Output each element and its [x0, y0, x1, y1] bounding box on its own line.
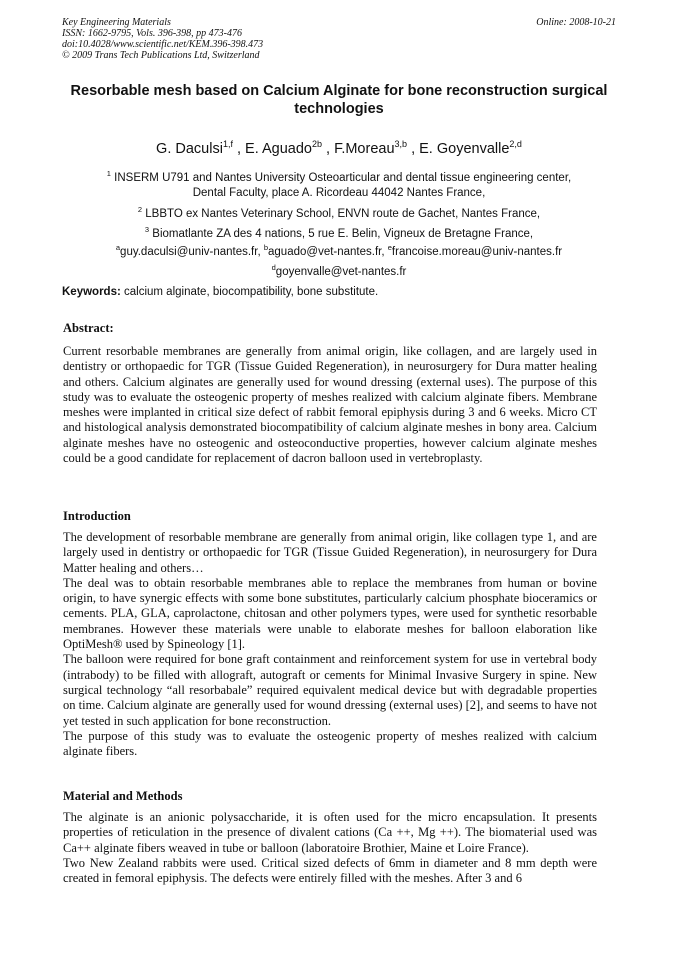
- journal-issn: ISSN: 1662-9795, Vols. 396-398, pp 473-476: [62, 28, 242, 39]
- journal-header: [62, 17, 616, 61]
- introduction-paragraph: The development of resorbable membrane are generally from animal origin, like collagen type 1, and are largely used in dentistry or orthopaedic for TGR (Tissue Guided Regeneration), in neurosurgery for Dura Matter healing and others…: [63, 530, 597, 575]
- author-affiliation-mark: 3,b: [394, 139, 408, 149]
- introduction-heading: Introduction: [63, 509, 131, 523]
- keywords: [62, 285, 616, 300]
- affiliation-line: Dental Faculty, place A. Ricordeau 44042 Nantes France,: [192, 187, 486, 200]
- author-name: E. Goyenvalle: [419, 140, 510, 157]
- author-separator: ,: [321, 140, 335, 157]
- paper-title: Resorbable mesh based on Calcium Alginate for bone reconstruction surgical technologies: [70, 83, 608, 117]
- affiliations: [62, 166, 616, 242]
- author-separator: ,: [232, 140, 246, 157]
- affiliation-line: $^3$ Biomatlante ZA des 4 nations, 5 rue E. Belin, Vigneux de Bretagne France,: [144, 225, 534, 240]
- introduction-paragraph: The deal was to obtain resorbable membranes able to replace the membranes from human or bovine origin, to have synergic effects with some bone substitutes, particularly calcium phosphate bioceramics or cements. PLA, GLA, caprolactone, chitosan and other polymers types, were used for synthetic resorbable membranes. However these materials were unable to elaborate meshes for balloon elaboration like OptiMesh® used by Spineology [1].: [63, 575, 597, 652]
- author-affiliation-mark: 1,f: [222, 139, 233, 149]
- affiliation-line: $^1$ INSERM U791 and Nantes University Osteoarticular and dental tissue engineering center,: [106, 169, 572, 184]
- methods-paragraph: The alginate is an anionic polysaccharide, it is often used for the micro encapsulation. It presents properties of reticulation in the presence of divalent cations (Ca ++, Mg ++). The biomaterial used was Ca++ alginate fibers weaved in tube or balloon (laboratoire Brothier, Maine et Loire France).: [63, 810, 597, 855]
- introduction-body: [63, 530, 597, 759]
- author-list: [62, 134, 616, 159]
- methods-heading: Material and Methods: [63, 789, 183, 803]
- author-emails: [62, 240, 616, 281]
- abstract-paragraph: Current resorbable membranes are generally from animal origin, like collagen, and are largely used in dentistry or orthopaedic for TGR (Tissue Guided Regeneration), in neurosurgery for Dura matter healing and others. Calcium alginates are generally used for wound dressing (external uses). The purpose of this study was to evaluate the osteogenic property of meshes realized with calcium alginate fibers. Membrane meshes were implanted in critical size defect of rabbit femoral epiphysis during 3 and 6 weeks. Micro CT and histological analysis demonstrated biocompatibility of calcium alginate meshes in bony area. Calcium alginate meshes have no osteogenic and osteoconductive properties, however calcium alginate meshes could be a good candidate for replacement of dacron balloon used in vertebroplasty.: [63, 344, 597, 466]
- online-date: Online: 2008-10-21: [536, 17, 616, 28]
- introduction-paragraph: The balloon were required for bone graft containment and reinforcement system for use in vertebral body (intrabody) to be filled with allograft, autograft or cements for Minimal Invasive Surgery in spine. New surgical technology “all resorbabale” required equivalent medical device but with degradable properties on time. Calcium alginate are generally used for wound dressing (external uses) [2], and seems to have not yet tested in such application for bone reconstruction.: [63, 652, 597, 728]
- abstract-body: [63, 344, 597, 466]
- author-name: E. Aguado: [245, 140, 312, 157]
- keywords-text: calcium alginate, biocompatibility, bone substitute.: [120, 286, 379, 298]
- email-line: $^d$goyenvalle@vet-nantes.fr: [271, 263, 407, 279]
- journal-copyright: © 2009 Trans Tech Publications Ltd, Switzerland: [62, 50, 260, 61]
- affiliation-line: $^2$ LBBTO ex Nantes Veterinary School, ENVN route de Gachet, Nantes France,: [137, 204, 541, 220]
- journal-name: Key Engineering Materials: [62, 17, 171, 28]
- introduction-paragraph: The purpose of this study was to evaluate the osteogenic property of meshes realized with calcium alginate fibers.: [63, 728, 597, 759]
- author-name: G. Daculsi: [156, 140, 223, 157]
- author-affiliation-mark: 2,d: [509, 139, 522, 149]
- email-link[interactable]: guy.daculsi@univ-nantes.fr,: [120, 245, 264, 258]
- keywords-label: Keywords:: [62, 286, 121, 298]
- abstract-heading: Abstract:: [63, 321, 114, 335]
- methods-body: [63, 810, 597, 886]
- journal-doi: doi:10.4028/www.scientific.net/KEM.396-398.473: [62, 39, 264, 50]
- author-affiliation-mark: 2b: [311, 139, 322, 149]
- author-separator: ,: [407, 140, 420, 157]
- author-name: F.Moreau: [334, 140, 395, 157]
- email-link[interactable]: goyenvalle@vet-nantes.fr: [275, 266, 407, 279]
- email-link[interactable]: francoise.moreau@univ-nantes.fr: [391, 245, 563, 258]
- methods-paragraph: Two New Zealand rabbits were used. Critical sized defects of 6mm in diameter and 8 mm depth were created in femoral epiphysis. The defects were entirely filled with the meshes. After 3 and 6: [63, 855, 597, 886]
- email-link[interactable]: aguado@vet-nantes.fr,: [268, 245, 388, 258]
- email-line: $^a$guy.daculsi@univ-nantes.fr, $^b$aguado@vet-nantes.fr, $^e$francoise.moreau@univ-nantes.fr: [115, 243, 563, 258]
